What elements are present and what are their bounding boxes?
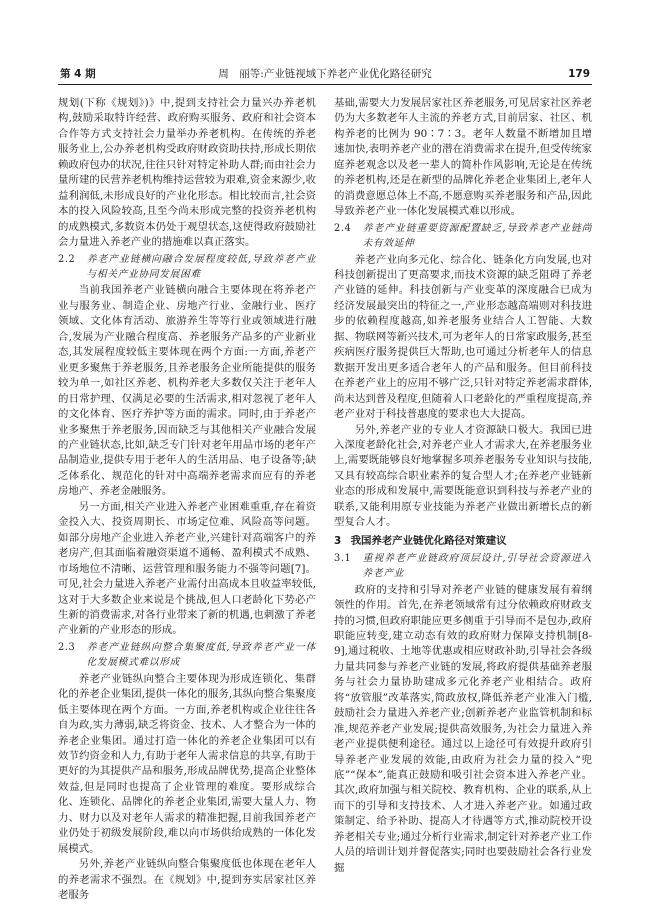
section-number: 2.4: [334, 222, 352, 234]
running-title: 周 丽等:产业链视域下养老产业优化路径研究: [218, 68, 432, 80]
section-heading-3: [334, 533, 592, 549]
section-title: 我国养老产业链优化路径对策建议: [350, 534, 507, 547]
section-number: 2.3: [58, 641, 76, 653]
subsection-heading-3-1: [334, 551, 592, 582]
paragraph: 另外,养老产业链纵向整合集聚度低也体现在老年人的养老需求不强烈。在《规划》中,提到夯实居家社区养老服务: [58, 858, 316, 902]
subsection-title: 养老产业链纵向整合集聚度低,导致养老产业一体化发展模式难以形成: [86, 641, 316, 669]
issue-number: 第 4 期: [60, 68, 96, 80]
left-column: [58, 96, 316, 902]
paragraph: 基础,需要大力发展居家社区养老服务,可见居家社区养老仍为大多数老年人主流的养老方式,目前居家、社区、机构养老的比例为 90∶7∶3。老年人数量不断增加且增速加快,表明养老产业的潜在消费需求在提升,但受传统家庭养老观念以及老一辈人的简朴作风影响,无论是在传统的养老机构,还是在新型的品牌化养老企业集团上,老年人的消费意愿总体上不高,不愿意购买养老服务和产品,因此导致养老产业一体化发展模式难以形成。: [334, 97, 592, 218]
subsection-heading-2-3: [58, 640, 316, 671]
right-column: [334, 96, 592, 874]
page-number: 179: [568, 68, 590, 80]
subsection-title: 重视养老产业链政府顶层设计,引导社会资源进入养老产业: [362, 552, 592, 580]
paragraph: 养老产业向多元化、综合化、链条化方向发展,也对科技创新提出了更高要求,而技术资源的缺乏阻碍了养老产业链的延伸。科技创新与产业变革的深度融合已成为经济发展最突出的特征之一,产业形态越高端则对科技进步的依赖程度越高,如养老服务业结合人工智能、大数据、物联网等新兴技术,可为老年人的日常家政服务,甚至疾病医疗服务提供巨大帮助,也可通过分析老年人的信息数据开发出更多适合老年人的产品和服务。但目前科技在养老产业上的应用不够广泛,只针对特定养老需求群体,尚未达到普及程度,但随着人口老龄化的严重程度提高,养老产业对于科技普惠度的要求也大大提高。: [334, 253, 592, 421]
paragraph: 政府的支持和引导对养老产业链的健康发展有着纲领性的作用。首先,在养老领域常有过分依赖政府财政支持的习惯,但政府职能应更多侧重于引导而不是包办,政府职能应转变,建立动态有效的政府财力保障支持机制[8-9],通过税收、土地等优惠或相应财政补助,引导社会各级力量共同参与养老产业链的发展,将政府提供基础养老服务与社会力量协助建成多元化养老产业相结合。政府将“放管服”改革落实,简政放权,降低养老产业准入门槛,鼓励社会力量进入养老产业;创新养老产业监管机制和标准,规范养老产业发展;提供高效服务,为社会力量进入养老产业提供便利途径。通过以上途径可有效提升政府引导养老产业发展的效能,由政府为社会力量的投入“兜底”“保本”,能真正鼓励和吸引社会资本进入养老产业。其次,政府加强与相关院校、教育机构、企业的联系,从上而下的引导和支持技术、人才进入养老产业。如通过政策制定、给予补助、提高人才待遇等方式,推动院校开设养老相关专业;通过分析行业需求,制定针对养老产业工作人员的培训计划并督促落实;同时也要鼓励社会各行业发掘: [334, 583, 592, 874]
section-number: 3.1: [334, 552, 352, 564]
subsection-heading-2-4: [334, 221, 592, 252]
paragraph: 规划(下称《规划》)》中,提到支持社会力量兴办养老机构,鼓励采取特许经营、政府购买服务、政府和社会资本合作等方式支持社会力量举办养老机构。在传统的养老服务业上,公办养老机构受政府财政资助扶持,形成长期依赖政府包办的状况,往往只针对特定补助人群;而由社会力量所建的民营养老机构维持运营较为艰难,资金来源少,收益利润低,未形成良好的产业化形态。相比较而言,社会资本的投入风险较高,且至今尚未形成完整的投资养老机构的成熟模式,多数资本仍处于观望状态,这使得政府鼓励社会力量进入养老产业的措施难以真正落实。: [58, 97, 316, 249]
paragraph: 当前我国养老产业链横向融合主要体现在将养老产业与服务业、制造企业、房地产行业、金融行业、医疗领域、文化体育活动、旅游养生等等行业或领域进行融合,发展为产业融合程度高、养老服务产品多的产业新业态,其发展程度较低主要体现在两个方面:一方面,养老产业更多聚焦于养老服务,且养老服务企业所能提供的服务较为单一,如社区养老、机构养老大多数仅关注于老年人的日常护理、仅满足必要的生活需求,相对忽视了老年人的文化体育、医疗养护等方面的需求。同时,由于养老产业多聚焦于养老服务,因而缺乏与其他相关产业融合发展的产业链状态,比如,缺乏专门针对老年用品市场的老年产品制造业,提供专用于老年人的生活用品、电子设备等;缺乏体系化、规范化的针对中高端养老需求而应有的养老房地产、养老金融服务。: [58, 284, 316, 498]
subsection-heading-2-2: [58, 252, 316, 283]
paragraph: 另外,养老产业的专业人才资源缺口极大。我国已进入深度老龄化社会,对养老产业人才需求大,在养老服务业上,需要既能够良好地掌握多项养老服务专业知识与技能,又具有较高综合职业素养的复合型人才;在养老产业链新业态的形成和发展中,需要既能意识到科技与养老产业的联系,又能利用原专业技能为养老产业做出新增长点的新型复合人才。: [334, 423, 592, 529]
section-number: 2.2: [58, 253, 76, 265]
paragraph: 养老产业链纵向整合主要体现为形成连锁化、集群化的养老企业集团,提供一体化的服务,其纵向整合集聚度低主要体现在两个方面。一方面,养老机构或企业往往各自为政,实力薄弱,缺乏将资金、技术、人才整合为一体的养老企业集团。通过打造一体化的养老企业集团可以有效节约资金和人力,有助于老年人需求信息的共享,有助于更好的为其提供产品和服务,形成品牌优势,提高企业整体效益,但是同时也提高了企业管理的难度。要形成综合化、连锁化、品牌化的养老企业集团,需要大量人力、物力、财力以及对老年人需求的精准把握,目前我国养老产业仍处于初级发展阶段,难以向市场供给成熟的一体化发展模式。: [58, 672, 316, 855]
section-number: 3: [334, 534, 342, 547]
paragraph: 另一方面,相关产业进入养老产业困难重重,存在着资金投入大、投资周期长、市场定位难、风险高等问题。如部分房地产企业进入养老产业,兴建针对高端客户的养老房产,但其面临着融资渠道不通畅、盈利模式不成熟、市场地位不清晰、运营管理和服务能力不强等问题[7]。可见,社会力量进入养老产业需付出高成本且收益率较低,这对于大多数企业来说是个挑战,但人口老龄化下势必产生新的消费需求,对各行业带来了新的机遇,也刺激了养老产业新的产业形态的形成。: [58, 500, 316, 637]
subsection-title: 养老产业链重要资源配置缺乏,导致养老产业链尚未有效延伸: [362, 222, 592, 250]
subsection-title: 养老产业链横向融合发展程度较低,导致养老产业与相关产业协同发展困难: [86, 253, 316, 280]
running-header: [58, 66, 592, 85]
